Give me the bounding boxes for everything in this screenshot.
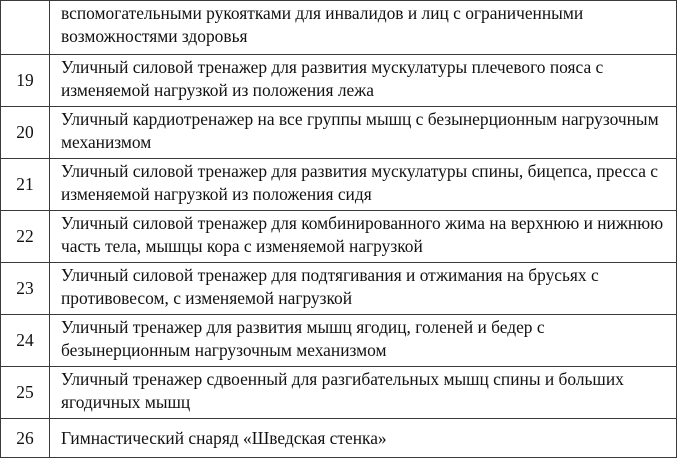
row-number: 20 <box>1 107 50 159</box>
row-number <box>1 1 50 55</box>
table-row <box>1 1 677 55</box>
row-number: 26 <box>1 419 50 458</box>
row-description: Уличный силовой тренажер для развития мускулатуры спины, бицепса, пресса с изменяемой нагрузкой из положения сидя <box>50 159 677 211</box>
table-row <box>1 107 677 159</box>
row-description: Уличный силовой тренажер для комбинированного жима на верхнюю и нижнюю часть тела, мышцы кора с изменяемой нагрузкой <box>50 211 677 263</box>
row-number: 22 <box>1 211 50 263</box>
table-row <box>1 315 677 367</box>
table-row <box>1 55 677 107</box>
row-description: Гимнастический снаряд «Шведская стенка» <box>50 419 677 458</box>
row-description: Уличный тренажер сдвоенный для разгибательных мышц спины и больших ягодичных мышц <box>50 367 677 419</box>
row-description: Уличный кардиотренажер на все группы мышц с безынерционным нагрузочным механизмом <box>50 107 677 159</box>
table-row <box>1 211 677 263</box>
row-number: 23 <box>1 263 50 315</box>
row-number: 24 <box>1 315 50 367</box>
table-row <box>1 367 677 419</box>
table-row <box>1 159 677 211</box>
row-description: вспомогательными рукоятками для инвалидов и лиц с ограниченными возможностями здоровья <box>50 1 677 55</box>
row-number: 19 <box>1 55 50 107</box>
row-description: Уличный силовой тренажер для развития мускулатуры плечевого пояса с изменяемой нагрузкой из положения лежа <box>50 55 677 107</box>
row-number: 21 <box>1 159 50 211</box>
row-description: Уличный тренажер для развития мышц ягодиц, голеней и бедер с безынерционным нагрузочным механизмом <box>50 315 677 367</box>
table-row <box>1 419 677 458</box>
row-description: Уличный силовой тренажер для подтягивания и отжимания на брусьях с противовесом, с изменяемой нагрузкой <box>50 263 677 315</box>
row-number: 25 <box>1 367 50 419</box>
table-row <box>1 263 677 315</box>
